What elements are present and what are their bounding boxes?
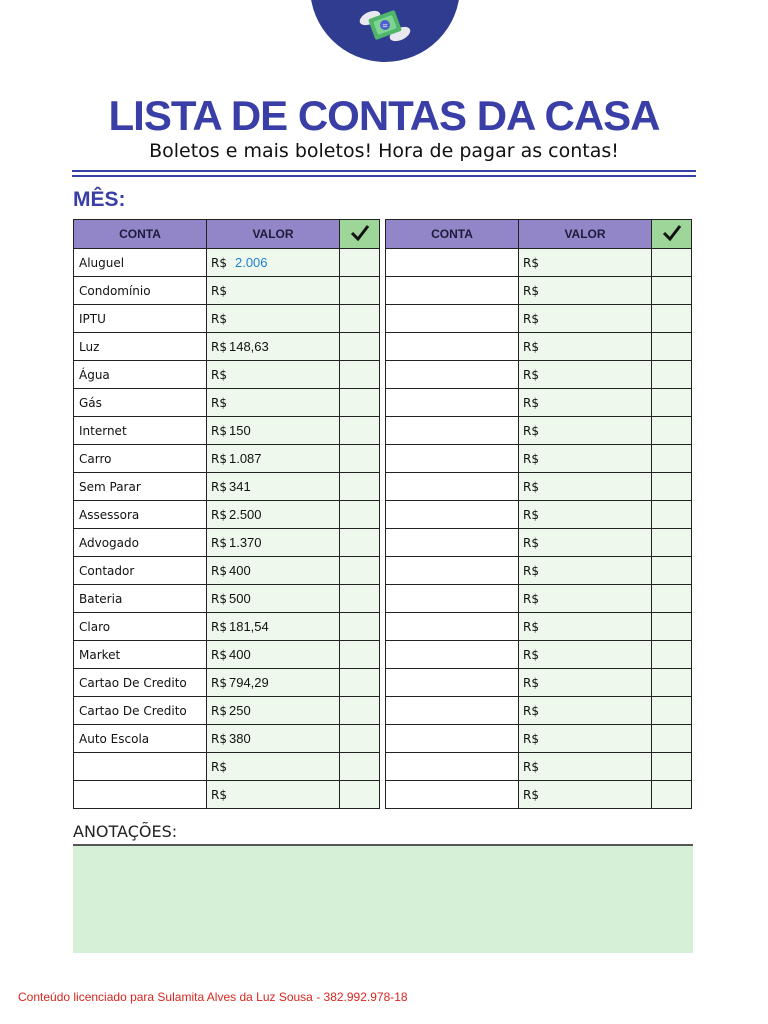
currency-symbol: R$ xyxy=(211,676,227,690)
currency-symbol: R$ xyxy=(211,620,227,634)
table-row xyxy=(386,781,692,809)
conta-cell[interactable]: Auto Escola xyxy=(74,725,207,753)
paid-checkbox-cell[interactable] xyxy=(340,781,380,809)
currency-symbol: R$ xyxy=(211,480,227,494)
column-header-conta: CONTA xyxy=(386,220,519,249)
valor-cell[interactable] xyxy=(519,333,652,361)
table-row xyxy=(74,501,380,529)
currency-symbol: R$ xyxy=(211,396,227,410)
valor-cell[interactable] xyxy=(207,361,340,389)
paid-checkbox-cell[interactable] xyxy=(340,361,380,389)
conta-cell[interactable] xyxy=(386,417,519,445)
conta-cell[interactable]: IPTU xyxy=(74,305,207,333)
svg-text:=: = xyxy=(382,22,388,30)
currency-symbol: R$ xyxy=(211,312,227,326)
table-row xyxy=(386,389,692,417)
currency-symbol: R$ xyxy=(211,592,227,606)
paid-checkbox-cell[interactable] xyxy=(340,445,380,473)
valor-cell[interactable] xyxy=(207,305,340,333)
currency-symbol: R$ xyxy=(523,451,539,466)
valor-cell[interactable] xyxy=(519,473,652,501)
valor-amount: 150 xyxy=(228,423,251,438)
valor-cell[interactable] xyxy=(519,249,652,277)
conta-cell[interactable] xyxy=(386,277,519,305)
table-row xyxy=(74,725,380,753)
paid-checkbox-cell[interactable] xyxy=(340,249,380,277)
table-row xyxy=(74,473,380,501)
valor-amount: 148,63 xyxy=(228,339,269,354)
valor-cell[interactable] xyxy=(519,781,652,809)
valor-cell[interactable] xyxy=(207,557,340,585)
currency-symbol: R$ xyxy=(523,563,539,578)
currency-symbol: R$ xyxy=(211,508,227,522)
currency-symbol: R$ xyxy=(211,732,227,746)
paid-checkbox-cell[interactable] xyxy=(340,305,380,333)
valor-cell[interactable] xyxy=(519,669,652,697)
paid-checkbox-cell[interactable] xyxy=(652,277,692,305)
paid-checkbox-cell[interactable] xyxy=(340,613,380,641)
conta-cell[interactable]: Gás xyxy=(74,389,207,417)
table-row xyxy=(386,445,692,473)
paid-checkbox-cell[interactable] xyxy=(652,585,692,613)
conta-cell[interactable]: Claro xyxy=(74,613,207,641)
valor-cell[interactable] xyxy=(207,445,340,473)
currency-symbol: R$ xyxy=(211,760,227,774)
table-row xyxy=(74,753,380,781)
paid-checkbox-cell[interactable] xyxy=(340,669,380,697)
valor-cell[interactable] xyxy=(519,585,652,613)
currency-symbol: R$ xyxy=(523,731,539,746)
conta-cell[interactable] xyxy=(386,669,519,697)
paid-checkbox-cell[interactable] xyxy=(652,529,692,557)
table-row xyxy=(386,641,692,669)
paid-checkbox-cell[interactable] xyxy=(340,557,380,585)
column-header-check xyxy=(340,220,380,249)
conta-cell[interactable] xyxy=(386,445,519,473)
conta-cell[interactable] xyxy=(386,781,519,809)
valor-cell[interactable] xyxy=(207,277,340,305)
valor-cell[interactable] xyxy=(519,641,652,669)
valor-amount: 400 xyxy=(228,647,251,662)
currency-symbol: R$ xyxy=(211,564,227,578)
paid-checkbox-cell[interactable] xyxy=(652,753,692,781)
table-row xyxy=(386,697,692,725)
notes-label: ANOTAÇÕES: xyxy=(73,822,178,841)
paid-checkbox-cell[interactable] xyxy=(652,473,692,501)
valor-amount: 250 xyxy=(228,703,251,718)
currency-symbol: R$ xyxy=(211,452,227,466)
currency-symbol: R$ xyxy=(523,479,539,494)
valor-cell[interactable] xyxy=(519,389,652,417)
conta-cell[interactable] xyxy=(386,473,519,501)
conta-cell[interactable] xyxy=(386,501,519,529)
column-header-check xyxy=(652,220,692,249)
table-row xyxy=(74,305,380,333)
valor-amount: 2.006 xyxy=(234,255,268,270)
conta-cell[interactable] xyxy=(386,249,519,277)
currency-symbol: R$ xyxy=(211,424,227,438)
valor-cell[interactable] xyxy=(207,501,340,529)
conta-cell[interactable]: Aluguel xyxy=(74,249,207,277)
conta-cell[interactable] xyxy=(386,585,519,613)
paid-checkbox-cell[interactable] xyxy=(340,585,380,613)
valor-cell[interactable] xyxy=(519,613,652,641)
table-row xyxy=(386,585,692,613)
paid-checkbox-cell[interactable] xyxy=(652,697,692,725)
paid-checkbox-cell[interactable] xyxy=(652,249,692,277)
table-row xyxy=(386,277,692,305)
valor-cell[interactable] xyxy=(207,249,340,277)
table-row xyxy=(74,697,380,725)
valor-cell[interactable] xyxy=(207,585,340,613)
valor-cell[interactable] xyxy=(207,669,340,697)
paid-checkbox-cell[interactable] xyxy=(340,389,380,417)
paid-checkbox-cell[interactable] xyxy=(652,305,692,333)
paid-checkbox-cell[interactable] xyxy=(340,697,380,725)
conta-cell[interactable] xyxy=(74,753,207,781)
currency-symbol: R$ xyxy=(211,704,227,718)
valor-cell[interactable] xyxy=(519,305,652,333)
table-row xyxy=(386,501,692,529)
currency-symbol: R$ xyxy=(523,619,539,634)
table-row xyxy=(386,361,692,389)
table-row xyxy=(74,613,380,641)
conta-cell[interactable] xyxy=(386,361,519,389)
valor-amount: 1.370 xyxy=(228,535,262,550)
paid-checkbox-cell[interactable] xyxy=(340,501,380,529)
valor-cell[interactable] xyxy=(207,613,340,641)
currency-symbol: R$ xyxy=(523,283,539,298)
valor-cell[interactable] xyxy=(519,725,652,753)
conta-cell[interactable] xyxy=(386,305,519,333)
table-row xyxy=(74,445,380,473)
bills-table-left xyxy=(73,219,380,809)
conta-cell[interactable]: Cartao De Credito xyxy=(74,669,207,697)
table-row xyxy=(74,529,380,557)
valor-cell[interactable] xyxy=(519,697,652,725)
table-row xyxy=(74,641,380,669)
valor-amount: 2.500 xyxy=(228,507,262,522)
table-row xyxy=(74,389,380,417)
conta-cell[interactable]: Água xyxy=(74,361,207,389)
valor-amount: 181,54 xyxy=(228,619,269,634)
conta-cell[interactable]: Bateria xyxy=(74,585,207,613)
currency-symbol: R$ xyxy=(523,423,539,438)
valor-amount: 1.087 xyxy=(228,451,262,466)
currency-symbol: R$ xyxy=(211,368,227,382)
conta-cell[interactable]: Sem Parar xyxy=(74,473,207,501)
valor-cell[interactable] xyxy=(207,473,340,501)
table-row xyxy=(74,781,380,809)
paid-checkbox-cell[interactable] xyxy=(340,641,380,669)
checkmark-icon xyxy=(661,223,683,243)
paid-checkbox-cell[interactable] xyxy=(652,557,692,585)
valor-cell[interactable] xyxy=(207,697,340,725)
currency-symbol: R$ xyxy=(211,284,227,298)
currency-symbol: R$ xyxy=(523,339,539,354)
paid-checkbox-cell[interactable] xyxy=(652,389,692,417)
conta-cell[interactable] xyxy=(386,333,519,361)
currency-symbol: R$ xyxy=(211,648,227,662)
paid-checkbox-cell[interactable] xyxy=(652,501,692,529)
paid-checkbox-cell[interactable] xyxy=(340,753,380,781)
conta-cell[interactable]: Advogado xyxy=(74,529,207,557)
column-header-conta: CONTA xyxy=(74,220,207,249)
valor-cell[interactable] xyxy=(207,333,340,361)
paid-checkbox-cell[interactable] xyxy=(340,473,380,501)
currency-symbol: R$ xyxy=(523,647,539,662)
conta-cell[interactable]: Carro xyxy=(74,445,207,473)
valor-cell[interactable] xyxy=(519,277,652,305)
conta-cell[interactable]: Cartao De Credito xyxy=(74,697,207,725)
paid-checkbox-cell[interactable] xyxy=(340,417,380,445)
valor-cell[interactable] xyxy=(207,641,340,669)
paid-checkbox-cell[interactable] xyxy=(652,417,692,445)
paid-checkbox-cell[interactable] xyxy=(652,725,692,753)
conta-cell[interactable] xyxy=(386,529,519,557)
column-header-valor: VALOR xyxy=(207,220,340,249)
valor-cell[interactable] xyxy=(207,529,340,557)
currency-symbol: R$ xyxy=(211,340,227,354)
paid-checkbox-cell[interactable] xyxy=(652,445,692,473)
conta-cell[interactable] xyxy=(74,781,207,809)
currency-symbol: R$ xyxy=(523,675,539,690)
notes-area[interactable] xyxy=(73,844,693,953)
license-footer: Conteúdo licenciado para Sulamita Alves da Luz Sousa - 382.992.978-18 xyxy=(18,990,408,1004)
table-row xyxy=(386,669,692,697)
conta-cell[interactable] xyxy=(386,613,519,641)
currency-symbol: R$ xyxy=(523,395,539,410)
table-row xyxy=(386,725,692,753)
valor-cell[interactable] xyxy=(519,753,652,781)
valor-cell[interactable] xyxy=(519,529,652,557)
conta-cell[interactable]: Market xyxy=(74,641,207,669)
valor-cell[interactable] xyxy=(519,445,652,473)
paid-checkbox-cell[interactable] xyxy=(652,333,692,361)
paid-checkbox-cell[interactable] xyxy=(340,277,380,305)
currency-symbol: R$ xyxy=(523,367,539,382)
conta-cell[interactable]: Luz xyxy=(74,333,207,361)
currency-symbol: R$ xyxy=(211,256,227,270)
currency-symbol: R$ xyxy=(211,536,227,550)
table-row xyxy=(386,417,692,445)
page-title: LISTA DE CONTAS DA CASA xyxy=(108,92,660,139)
paid-checkbox-cell[interactable] xyxy=(340,529,380,557)
paid-checkbox-cell[interactable] xyxy=(340,333,380,361)
valor-amount: 380 xyxy=(228,731,251,746)
valor-cell[interactable] xyxy=(207,417,340,445)
currency-symbol: R$ xyxy=(523,507,539,522)
title-divider xyxy=(72,170,696,172)
table-row xyxy=(386,753,692,781)
paid-checkbox-cell[interactable] xyxy=(652,781,692,809)
valor-amount: 400 xyxy=(228,563,251,578)
month-label: MÊS: xyxy=(73,188,126,211)
currency-symbol: R$ xyxy=(523,759,539,774)
currency-symbol: R$ xyxy=(523,311,539,326)
table-row xyxy=(386,529,692,557)
table-row xyxy=(386,557,692,585)
paid-checkbox-cell[interactable] xyxy=(652,669,692,697)
currency-symbol: R$ xyxy=(523,703,539,718)
paid-checkbox-cell[interactable] xyxy=(652,641,692,669)
valor-cell[interactable] xyxy=(207,725,340,753)
valor-cell[interactable] xyxy=(207,781,340,809)
table-row xyxy=(74,361,380,389)
valor-cell[interactable] xyxy=(519,501,652,529)
currency-symbol: R$ xyxy=(523,787,539,802)
table-row xyxy=(386,305,692,333)
money-wings-icon xyxy=(358,4,412,48)
table-row xyxy=(386,613,692,641)
valor-cell[interactable] xyxy=(519,361,652,389)
table-row xyxy=(74,669,380,697)
table-row xyxy=(74,277,380,305)
valor-cell[interactable] xyxy=(207,753,340,781)
valor-cell[interactable] xyxy=(519,557,652,585)
conta-cell[interactable]: Assessora xyxy=(74,501,207,529)
conta-cell[interactable]: Condomínio xyxy=(74,277,207,305)
table-row xyxy=(386,473,692,501)
conta-cell[interactable] xyxy=(386,753,519,781)
table-row xyxy=(74,417,380,445)
bills-table-right xyxy=(385,219,692,809)
paid-checkbox-cell[interactable] xyxy=(652,613,692,641)
valor-cell[interactable] xyxy=(207,389,340,417)
column-header-valor: VALOR xyxy=(519,220,652,249)
conta-cell[interactable]: Contador xyxy=(74,557,207,585)
currency-symbol: R$ xyxy=(211,788,227,802)
checkmark-icon xyxy=(349,223,371,243)
page-subtitle: Boletos e mais boletos! Hora de pagar as contas! xyxy=(149,140,619,162)
conta-cell[interactable] xyxy=(386,725,519,753)
conta-cell[interactable] xyxy=(386,557,519,585)
table-row xyxy=(386,249,692,277)
valor-amount: 341 xyxy=(228,479,251,494)
paid-checkbox-cell[interactable] xyxy=(652,361,692,389)
conta-cell[interactable] xyxy=(386,641,519,669)
table-row xyxy=(74,333,380,361)
table-row xyxy=(386,333,692,361)
conta-cell[interactable] xyxy=(386,389,519,417)
valor-amount: 794,29 xyxy=(228,675,269,690)
table-row xyxy=(74,249,380,277)
currency-symbol: R$ xyxy=(523,591,539,606)
table-row xyxy=(74,585,380,613)
title-divider-second xyxy=(72,175,696,177)
currency-symbol: R$ xyxy=(523,255,539,270)
conta-cell[interactable] xyxy=(386,697,519,725)
table-row xyxy=(74,557,380,585)
currency-symbol: R$ xyxy=(523,535,539,550)
paid-checkbox-cell[interactable] xyxy=(340,725,380,753)
valor-cell[interactable] xyxy=(519,417,652,445)
valor-amount: 500 xyxy=(228,591,251,606)
conta-cell[interactable]: Internet xyxy=(74,417,207,445)
